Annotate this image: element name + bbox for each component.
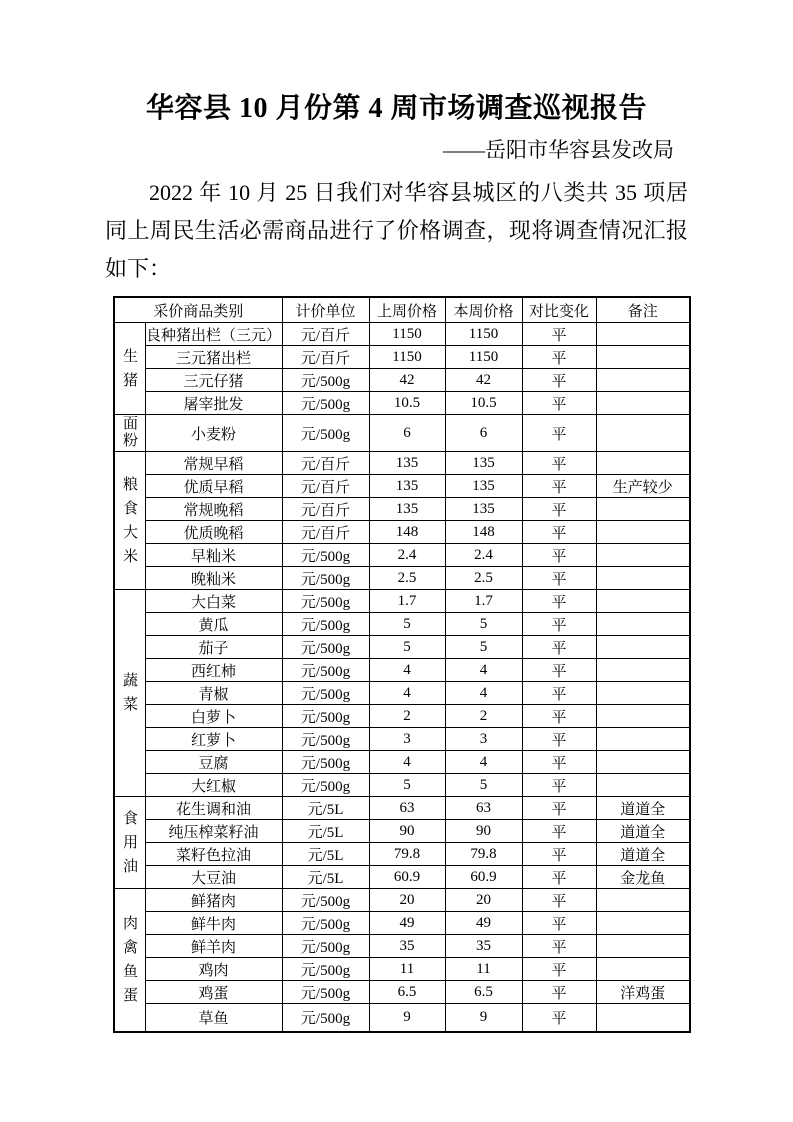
table-header-row <box>114 297 690 323</box>
column-header: 计价单位 <box>282 297 369 323</box>
change-cell: 平 <box>522 820 596 843</box>
category-cell: 生猪 <box>114 323 145 415</box>
unit-cell: 元/5L <box>282 843 369 866</box>
item-cell: 鲜牛肉 <box>145 912 282 935</box>
unit-cell: 元/500g <box>282 544 369 567</box>
table-row <box>114 866 690 889</box>
change-cell: 平 <box>522 751 596 774</box>
category-cell: 食用油 <box>114 797 145 889</box>
unit-cell: 元/百斤 <box>282 452 369 475</box>
table-row <box>114 498 690 521</box>
column-header: 上周价格 <box>369 297 445 323</box>
table-row <box>114 1004 690 1033</box>
unit-cell: 元/500g <box>282 728 369 751</box>
unit-cell: 元/500g <box>282 659 369 682</box>
last-cell: 6.5 <box>369 981 445 1004</box>
note-cell: 金龙鱼 <box>596 866 690 889</box>
category-cell: 肉禽鱼蛋 <box>114 889 145 1033</box>
change-cell: 平 <box>522 843 596 866</box>
current-cell: 2.4 <box>445 544 522 567</box>
last-cell: 148 <box>369 521 445 544</box>
item-cell: 草鱼 <box>145 1004 282 1033</box>
note-cell: 道道全 <box>596 797 690 820</box>
note-cell <box>596 728 690 751</box>
table-row <box>114 682 690 705</box>
item-cell: 白萝卜 <box>145 705 282 728</box>
item-cell: 晚籼米 <box>145 567 282 590</box>
change-cell: 平 <box>522 521 596 544</box>
last-cell: 42 <box>369 369 445 392</box>
change-cell: 平 <box>522 797 596 820</box>
note-cell <box>596 346 690 369</box>
table-row <box>114 728 690 751</box>
last-cell: 4 <box>369 682 445 705</box>
current-cell: 148 <box>445 521 522 544</box>
table-row <box>114 521 690 544</box>
intro-paragraph <box>105 174 688 288</box>
note-cell <box>596 392 690 415</box>
item-cell: 大白菜 <box>145 590 282 613</box>
category-cell: 蔬菜 <box>114 590 145 797</box>
paragraph-line: 2022 年 10 月 25 日我们对华容县城区的八类共 35 项居 <box>149 180 688 205</box>
note-cell <box>596 452 690 475</box>
note-cell <box>596 682 690 705</box>
item-cell: 纯压榨菜籽油 <box>145 820 282 843</box>
item-cell: 大红椒 <box>145 774 282 797</box>
last-cell: 11 <box>369 958 445 981</box>
unit-cell: 元/百斤 <box>282 323 369 346</box>
change-cell: 平 <box>522 774 596 797</box>
change-cell: 平 <box>522 889 596 912</box>
last-cell: 9 <box>369 1004 445 1033</box>
unit-cell: 元/500g <box>282 751 369 774</box>
last-cell: 135 <box>369 452 445 475</box>
unit-cell: 元/500g <box>282 369 369 392</box>
table-row <box>114 590 690 613</box>
current-cell: 3 <box>445 728 522 751</box>
unit-cell: 元/百斤 <box>282 475 369 498</box>
note-cell <box>596 498 690 521</box>
change-cell: 平 <box>522 728 596 751</box>
note-cell: 洋鸡蛋 <box>596 981 690 1004</box>
change-cell: 平 <box>522 323 596 346</box>
unit-cell: 元/500g <box>282 636 369 659</box>
change-cell: 平 <box>522 392 596 415</box>
note-cell: 道道全 <box>596 820 690 843</box>
last-cell: 135 <box>369 498 445 521</box>
current-cell: 90 <box>445 820 522 843</box>
table-row <box>114 751 690 774</box>
last-cell: 2.5 <box>369 567 445 590</box>
current-cell: 135 <box>445 498 522 521</box>
unit-cell: 元/5L <box>282 820 369 843</box>
change-cell: 平 <box>522 659 596 682</box>
current-cell: 6.5 <box>445 981 522 1004</box>
change-cell: 平 <box>522 452 596 475</box>
last-cell: 4 <box>369 659 445 682</box>
current-cell: 49 <box>445 912 522 935</box>
last-cell: 2.4 <box>369 544 445 567</box>
current-cell: 11 <box>445 958 522 981</box>
table-row <box>114 981 690 1004</box>
change-cell: 平 <box>522 498 596 521</box>
item-cell: 鸡蛋 <box>145 981 282 1004</box>
change-cell: 平 <box>522 346 596 369</box>
unit-cell: 元/5L <box>282 797 369 820</box>
current-cell: 1150 <box>445 346 522 369</box>
last-cell: 5 <box>369 613 445 636</box>
unit-cell: 元/500g <box>282 981 369 1004</box>
note-cell <box>596 636 690 659</box>
current-cell: 5 <box>445 774 522 797</box>
unit-cell: 元/500g <box>282 682 369 705</box>
item-cell: 大豆油 <box>145 866 282 889</box>
note-cell <box>596 567 690 590</box>
item-cell: 鲜羊肉 <box>145 935 282 958</box>
note-cell: 道道全 <box>596 843 690 866</box>
note-cell <box>596 323 690 346</box>
unit-cell: 元/500g <box>282 912 369 935</box>
table-row <box>114 797 690 820</box>
change-cell: 平 <box>522 636 596 659</box>
table-row <box>114 774 690 797</box>
item-cell: 西红柿 <box>145 659 282 682</box>
change-cell: 平 <box>522 369 596 392</box>
item-cell: 豆腐 <box>145 751 282 774</box>
unit-cell: 元/500g <box>282 705 369 728</box>
note-cell <box>596 1004 690 1033</box>
note-cell <box>596 590 690 613</box>
last-cell: 1150 <box>369 346 445 369</box>
note-cell <box>596 935 690 958</box>
table-row <box>114 452 690 475</box>
last-cell: 1.7 <box>369 590 445 613</box>
column-header: 备注 <box>596 297 690 323</box>
item-cell: 红萝卜 <box>145 728 282 751</box>
item-cell: 优质晚稻 <box>145 521 282 544</box>
last-cell: 2 <box>369 705 445 728</box>
table-row <box>114 912 690 935</box>
current-cell: 9 <box>445 1004 522 1033</box>
change-cell: 平 <box>522 958 596 981</box>
current-cell: 1.7 <box>445 590 522 613</box>
current-cell: 42 <box>445 369 522 392</box>
note-cell <box>596 369 690 392</box>
table-row <box>114 705 690 728</box>
table-row <box>114 346 690 369</box>
category-cell: 面粉 <box>114 415 145 452</box>
note-cell <box>596 751 690 774</box>
unit-cell: 元/500g <box>282 392 369 415</box>
table-row <box>114 544 690 567</box>
item-cell: 优质早稻 <box>145 475 282 498</box>
table-row <box>114 567 690 590</box>
current-cell: 2 <box>445 705 522 728</box>
item-cell: 黄瓜 <box>145 613 282 636</box>
note-cell <box>596 889 690 912</box>
column-header: 采价商品类别 <box>114 297 282 323</box>
last-cell: 4 <box>369 751 445 774</box>
change-cell: 平 <box>522 544 596 567</box>
unit-cell: 元/500g <box>282 1004 369 1033</box>
current-cell: 63 <box>445 797 522 820</box>
unit-cell: 元/500g <box>282 889 369 912</box>
current-cell: 135 <box>445 475 522 498</box>
note-cell <box>596 705 690 728</box>
note-cell <box>596 958 690 981</box>
price-survey-table <box>113 296 691 1033</box>
item-cell: 常规晚稻 <box>145 498 282 521</box>
item-cell: 青椒 <box>145 682 282 705</box>
table-row <box>114 636 690 659</box>
note-cell <box>596 912 690 935</box>
change-cell: 平 <box>522 682 596 705</box>
item-cell: 三元仔猪 <box>145 369 282 392</box>
last-cell: 35 <box>369 935 445 958</box>
table-row <box>114 369 690 392</box>
item-cell: 花生调和油 <box>145 797 282 820</box>
last-cell: 20 <box>369 889 445 912</box>
current-cell: 35 <box>445 935 522 958</box>
current-cell: 79.8 <box>445 843 522 866</box>
unit-cell: 元/百斤 <box>282 498 369 521</box>
item-cell: 常规早稻 <box>145 452 282 475</box>
item-cell: 小麦粉 <box>145 415 282 452</box>
unit-cell: 元/500g <box>282 590 369 613</box>
last-cell: 5 <box>369 774 445 797</box>
change-cell: 平 <box>522 912 596 935</box>
table-row <box>114 889 690 912</box>
table-row <box>114 958 690 981</box>
change-cell: 平 <box>522 935 596 958</box>
last-cell: 3 <box>369 728 445 751</box>
item-cell: 三元猪出栏 <box>145 346 282 369</box>
unit-cell: 元/500g <box>282 613 369 636</box>
item-cell: 菜籽色拉油 <box>145 843 282 866</box>
last-cell: 49 <box>369 912 445 935</box>
change-cell: 平 <box>522 981 596 1004</box>
unit-cell: 元/百斤 <box>282 346 369 369</box>
column-header: 对比变化 <box>522 297 596 323</box>
table-row <box>114 613 690 636</box>
change-cell: 平 <box>522 475 596 498</box>
unit-cell: 元/500g <box>282 774 369 797</box>
note-cell: 生产较少 <box>596 475 690 498</box>
paragraph-line: 如下： <box>105 256 172 281</box>
item-cell: 早籼米 <box>145 544 282 567</box>
table-row <box>114 843 690 866</box>
current-cell: 135 <box>445 452 522 475</box>
page-title: 华容县 10 月份第 4 周市场调查巡视报告 <box>145 93 647 124</box>
item-cell: 鸡肉 <box>145 958 282 981</box>
current-cell: 60.9 <box>445 866 522 889</box>
change-cell: 平 <box>522 866 596 889</box>
table-row <box>114 820 690 843</box>
unit-cell: 元/5L <box>282 866 369 889</box>
last-cell: 1150 <box>369 323 445 346</box>
change-cell: 平 <box>522 567 596 590</box>
change-cell: 平 <box>522 705 596 728</box>
unit-cell: 元/百斤 <box>282 521 369 544</box>
note-cell <box>596 659 690 682</box>
change-cell: 平 <box>522 613 596 636</box>
current-cell: 10.5 <box>445 392 522 415</box>
change-cell: 平 <box>522 1004 596 1033</box>
unit-cell: 元/500g <box>282 958 369 981</box>
author-line: ——岳阳市华容县发改局 <box>443 138 674 162</box>
note-cell <box>596 521 690 544</box>
current-cell: 4 <box>445 659 522 682</box>
change-cell: 平 <box>522 415 596 452</box>
current-cell: 5 <box>445 636 522 659</box>
table-row <box>114 659 690 682</box>
last-cell: 5 <box>369 636 445 659</box>
item-cell: 茄子 <box>145 636 282 659</box>
current-cell: 2.5 <box>445 567 522 590</box>
change-cell: 平 <box>522 590 596 613</box>
unit-cell: 元/500g <box>282 567 369 590</box>
item-cell: 良种猪出栏（三元） <box>145 323 282 346</box>
column-header: 本周价格 <box>445 297 522 323</box>
note-cell <box>596 774 690 797</box>
table-row <box>114 415 690 452</box>
item-cell: 屠宰批发 <box>145 392 282 415</box>
table-row <box>114 935 690 958</box>
last-cell: 63 <box>369 797 445 820</box>
current-cell: 20 <box>445 889 522 912</box>
note-cell <box>596 415 690 452</box>
last-cell: 90 <box>369 820 445 843</box>
current-cell: 4 <box>445 751 522 774</box>
note-cell <box>596 544 690 567</box>
current-cell: 1150 <box>445 323 522 346</box>
last-cell: 6 <box>369 415 445 452</box>
note-cell <box>596 613 690 636</box>
current-cell: 6 <box>445 415 522 452</box>
current-cell: 4 <box>445 682 522 705</box>
last-cell: 60.9 <box>369 866 445 889</box>
last-cell: 79.8 <box>369 843 445 866</box>
table-row <box>114 392 690 415</box>
last-cell: 10.5 <box>369 392 445 415</box>
table-row <box>114 323 690 346</box>
category-cell: 粮食大米 <box>114 452 145 590</box>
item-cell: 鲜猪肉 <box>145 889 282 912</box>
last-cell: 135 <box>369 475 445 498</box>
unit-cell: 元/500g <box>282 415 369 452</box>
unit-cell: 元/500g <box>282 935 369 958</box>
table-row <box>114 475 690 498</box>
current-cell: 5 <box>445 613 522 636</box>
paragraph-line: 同上周民生活必需商品进行了价格调查，现将调查情况汇报 <box>105 218 688 243</box>
